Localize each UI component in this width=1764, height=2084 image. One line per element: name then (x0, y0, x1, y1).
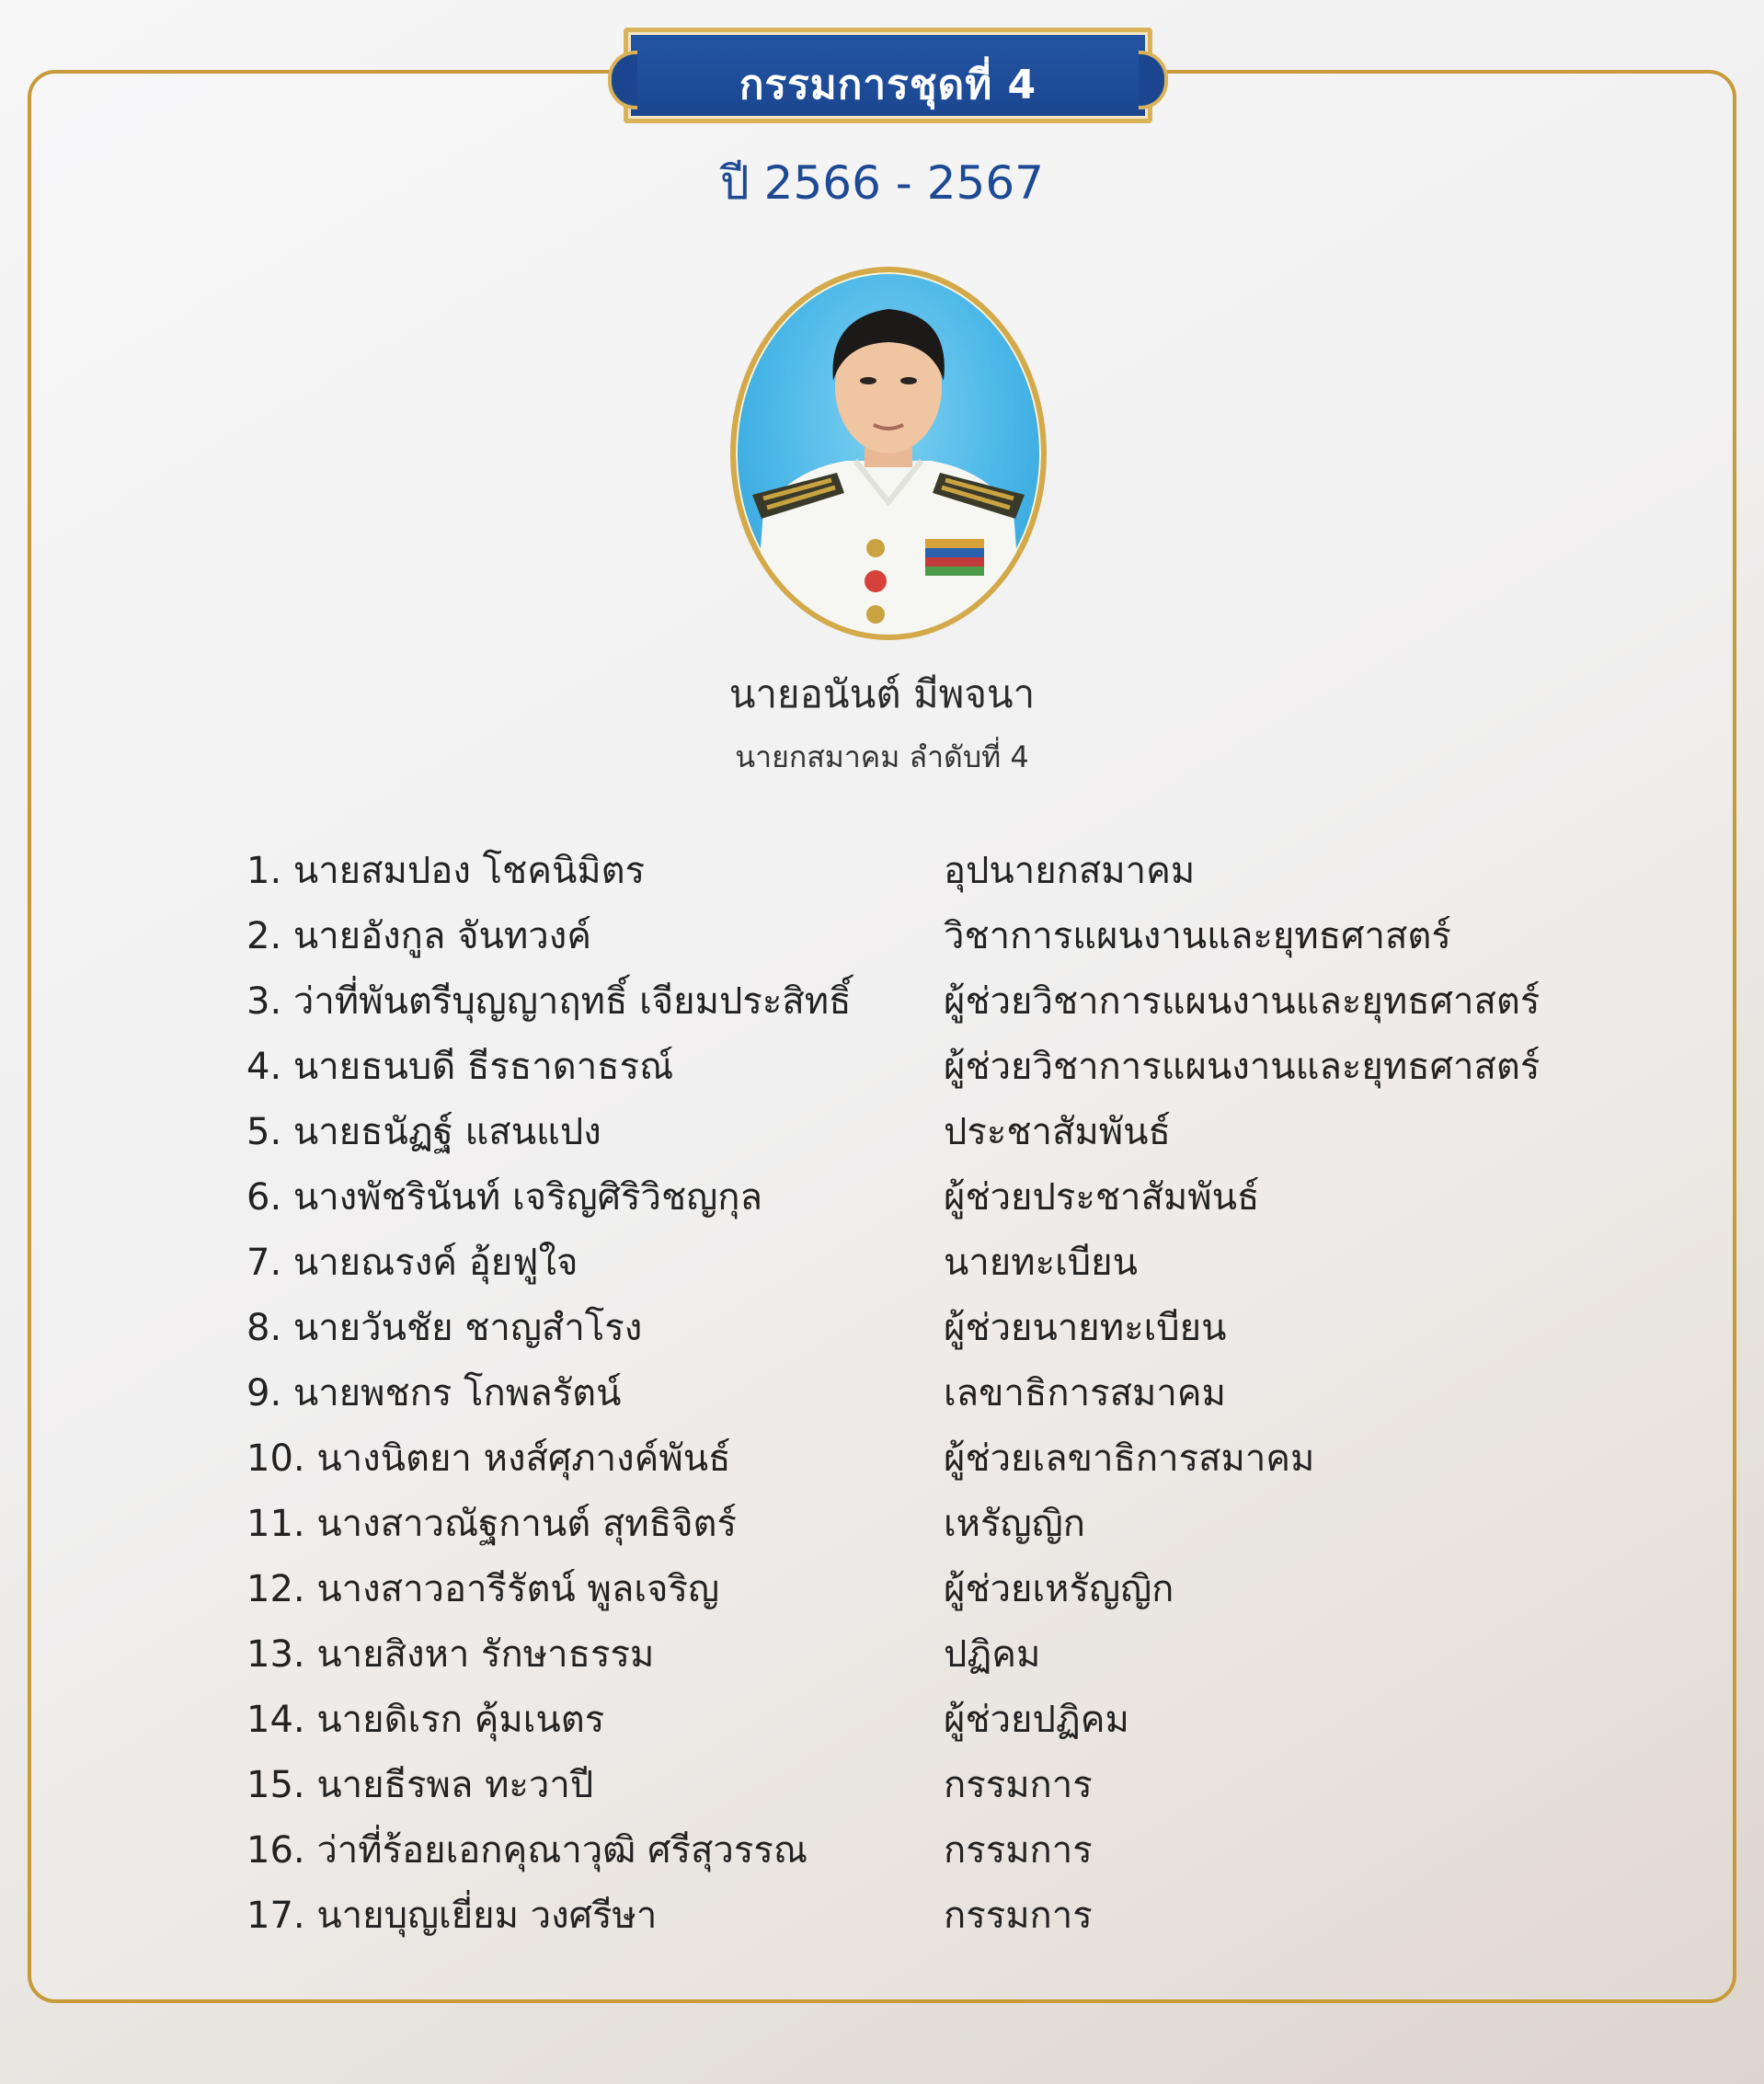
list-item (246, 837, 1552, 902)
member-name: 4. นายธนบดี ธีรธาดาธรณ์ (246, 1045, 674, 1088)
president-role: นายกสมาคม ลำดับที่ 4 (735, 739, 1029, 774)
member-position: ปฏิคม (944, 1632, 1041, 1676)
member-name: 7. นายณรงค์ อุ้ยฟูใจ (246, 1241, 578, 1284)
member-name: 15. นายธีรพล ทะวาปี (246, 1763, 594, 1806)
committee-list (246, 837, 1552, 1947)
list-item (246, 1555, 1552, 1620)
list-item (246, 1294, 1552, 1359)
member-position: ผู้ช่วยวิชาการแผนงานและยุทธศาสตร์ (944, 979, 1541, 1023)
member-name: 2. นายอังกูล จันทวงค์ (246, 914, 592, 957)
member-position: เลขาธิการสมาคม (944, 1371, 1226, 1414)
list-item (246, 1686, 1552, 1751)
member-position: กรรมการ (944, 1763, 1093, 1806)
member-name: 8. นายวันชัย ชาญสำโรง (246, 1306, 643, 1349)
member-position: กรรมการ (944, 1894, 1093, 1937)
portrait-illustration (736, 272, 1041, 635)
member-position: เหรัญญิก (944, 1502, 1085, 1545)
member-name: 10. นางนิตยา หงส์ศุภางค์พันธ์ (246, 1437, 731, 1480)
list-item (246, 1033, 1552, 1098)
member-position: ผู้ช่วยเลขาธิการสมาคม (944, 1437, 1315, 1480)
member-position: กรรมการ (944, 1828, 1093, 1872)
member-name: 16. ว่าที่ร้อยเอกคุณาวุฒิ ศรีสุวรรณ (246, 1828, 808, 1872)
title-banner (624, 28, 1152, 123)
member-name: 3. ว่าที่พันตรีบุญญาฤทธิ์ เจียมประสิทธิ์ (246, 979, 852, 1023)
president-portrait (730, 267, 1047, 640)
list-item (246, 1229, 1552, 1294)
member-position: ผู้ช่วยวิชาการแผนงานและยุทธศาสตร์ (944, 1045, 1541, 1088)
list-item (246, 1751, 1552, 1816)
member-position: ผู้ช่วยปฏิคม (944, 1698, 1129, 1741)
term-years: ปี 2566 - 2567 (720, 156, 1044, 210)
list-item (246, 902, 1552, 968)
list-item (246, 1816, 1552, 1882)
member-position: ผู้ช่วยเหรัญญิก (944, 1567, 1174, 1610)
member-position: อุปนายกสมาคม (944, 849, 1196, 892)
list-item (246, 968, 1552, 1033)
page-title: กรรมการชุดที่ 4 (739, 62, 1037, 109)
member-name: 9. นายพชกร โกพลรัตน์ (246, 1371, 622, 1414)
member-position: ผู้ช่วยนายทะเบียน (944, 1306, 1227, 1349)
member-position: ผู้ช่วยประชาสัมพันธ์ (944, 1175, 1260, 1219)
member-name: 6. นางพัชรินันท์ เจริญศิริวิชญกุล (246, 1175, 762, 1219)
list-item (246, 1490, 1552, 1555)
member-name: 1. นายสมปอง โชคนิมิตร (246, 849, 646, 892)
list-item (246, 1163, 1552, 1229)
list-item (246, 1098, 1552, 1163)
member-name: 12. นางสาวอารีรัตน์ พูลเจริญ (246, 1567, 720, 1610)
member-name: 14. นายดิเรก คุ้มเนตร (246, 1698, 605, 1741)
member-position: วิชาการแผนงานและยุทธศาสตร์ (944, 914, 1451, 957)
member-position: นายทะเบียน (944, 1241, 1138, 1284)
member-name: 17. นายบุญเยี่ยม วงศรีษา (246, 1894, 658, 1937)
member-name: 13. นายสิงหา รักษาธรรม (246, 1632, 655, 1676)
member-name: 5. นายธนัฏฐ์ แสนแปง (246, 1110, 601, 1153)
president-name: นายอนันต์ มีพจนา (728, 671, 1036, 716)
list-item (246, 1425, 1552, 1490)
member-position: ประชาสัมพันธ์ (944, 1110, 1171, 1153)
list-item (246, 1620, 1552, 1686)
member-name: 11. นางสาวณัฐกานต์ สุทธิจิตร์ (246, 1502, 737, 1545)
list-item (246, 1359, 1552, 1425)
list-item (246, 1882, 1552, 1947)
